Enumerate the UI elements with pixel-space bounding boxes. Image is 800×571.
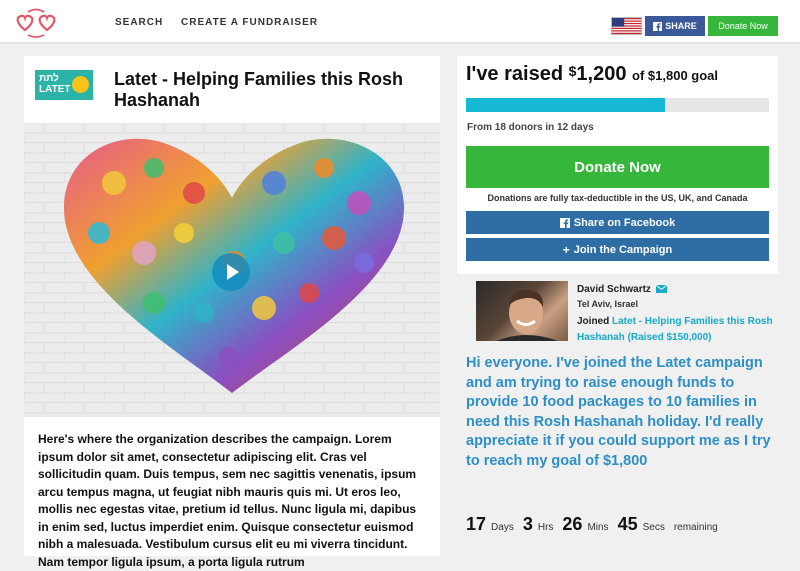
share-on-facebook-button[interactable] <box>466 211 769 234</box>
facebook-icon <box>653 22 662 31</box>
amount-raised <box>466 63 718 86</box>
plus-icon: + <box>562 242 570 257</box>
donation-panel <box>457 56 778 274</box>
org-logo-text: לתת LATET <box>39 73 71 95</box>
tax-deductible-note: Donations are fully tax-deductible in the US, UK, and Canada <box>487 193 748 203</box>
countdown-days: 17 <box>466 514 487 534</box>
progress-bar <box>466 98 769 112</box>
raised-prefix: I've raised <box>466 63 564 85</box>
fundraiser-location: Tel Aviv, Israel <box>577 299 639 309</box>
fundraiser-name[interactable]: David Schwartz <box>577 284 651 295</box>
fundraiser-joined <box>577 314 777 346</box>
countdown-remaining-label: remaining <box>673 522 718 533</box>
donors-summary: From 18 donors in 12 days <box>467 122 594 133</box>
joined-campaign-link[interactable]: Latet - Helping Families this Rosh Hashanah (Raised $150,000) <box>577 316 773 343</box>
countdown-mins: 26 <box>562 514 583 534</box>
latet-logo <box>35 70 93 100</box>
donate-now-button[interactable]: Donate Now <box>466 146 769 188</box>
countdown-hours-label: Hrs <box>537 522 554 533</box>
countdown-mins-label: Mins <box>587 522 609 533</box>
fundraiser-name-row <box>577 284 667 295</box>
nav-create-fundraiser-link[interactable]: CREATE A FUNDRAISER <box>181 17 318 28</box>
top-navigation-bar <box>0 0 800 44</box>
fundraiser-message: Hi everyone. I've joined the Latet campaign and am trying to raise enough funds to provide 10 food packages to 10 families in need this Rosh Hashanah holiday. I'd really appreciate it if you could support me as I try to reach my goal of $1,800 <box>466 355 771 469</box>
goal-text: of $1,800 goal <box>632 68 719 83</box>
countdown-days-label: Days <box>491 522 514 533</box>
campaign-title: Latet - Helping Families this Rosh Hashanah <box>114 69 404 110</box>
join-campaign-button[interactable] <box>466 238 769 261</box>
play-video-icon[interactable] <box>212 253 250 291</box>
avatar-portrait-icon <box>476 281 568 341</box>
campaign-description: Here's where the organization describes the campaign. Lorem ipsum dolor sit amet, consectetur adipiscing elit. Cras vel sollicitudin quam. Duis tempus, sem nec sagittis venenatis, ipsum arcu tempus magna, ut feugiat nibh mauris quis mi. Ut eros leo, mollis nec egestas vitae, pretium id tellus. Nunc ligula mi, dapibus in enim sed, luctus imperdiet enim. Quisque consectetur euismod nibh a malesuada. Vestibulum cursus elit eu mi viverra tincidunt. Nam tempor ligula ipsum, a porta ligula rutrum <box>38 432 417 569</box>
share-button[interactable] <box>645 16 705 36</box>
site-logo-hearts-icon[interactable] <box>14 8 58 38</box>
countdown-timer <box>466 514 776 538</box>
logo-sun-icon <box>72 76 89 93</box>
donate-now-header-button[interactable]: Donate Now <box>708 16 778 36</box>
campaign-card <box>24 56 440 569</box>
share-on-facebook-label: Share on Facebook <box>573 216 676 229</box>
joined-prefix: Joined <box>577 316 610 327</box>
email-icon[interactable] <box>656 285 667 293</box>
us-flag-language-icon[interactable] <box>611 17 642 35</box>
nav-search-link[interactable]: SEARCH <box>115 17 164 28</box>
facebook-icon <box>560 218 570 228</box>
campaign-video-thumbnail[interactable] <box>24 123 440 417</box>
progress-bar-fill <box>466 98 665 112</box>
countdown-hours: 3 <box>522 514 533 534</box>
join-campaign-label: Join the Campaign <box>573 243 673 256</box>
countdown-secs: 45 <box>617 514 638 534</box>
raised-currency: $ <box>568 63 577 79</box>
share-label: SHARE <box>665 21 697 31</box>
countdown-secs-label: Secs <box>642 522 665 533</box>
fundraiser-avatar <box>476 281 568 341</box>
raised-amount: 1,200 <box>576 63 627 85</box>
